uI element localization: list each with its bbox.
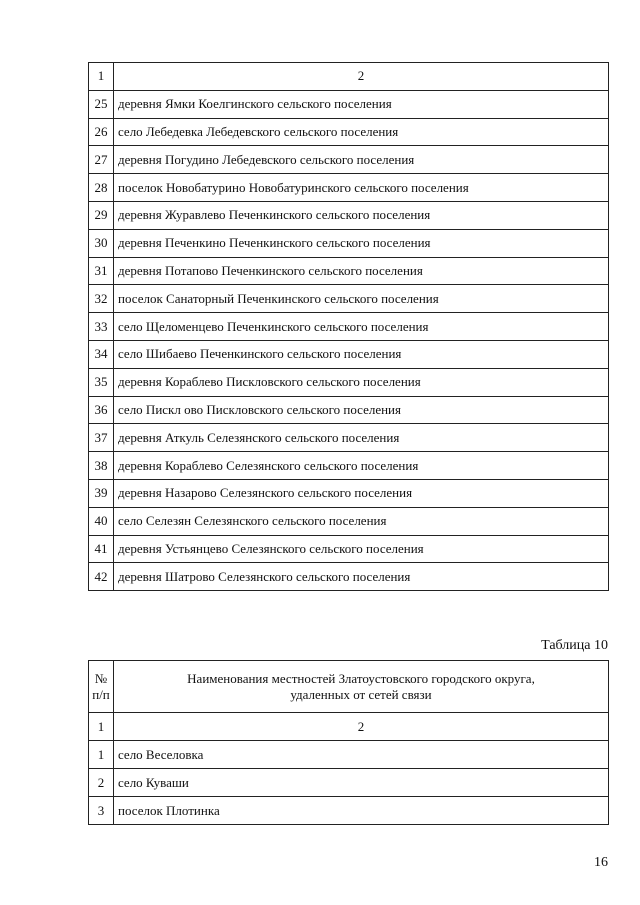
- row-number: 32: [89, 285, 114, 313]
- row-number: 29: [89, 201, 114, 229]
- locality-name: деревня Журавлево Печенкинского сельского поселения: [114, 201, 609, 229]
- locality-name: деревня Шатрово Селезянского сельского поселения: [114, 563, 609, 591]
- table-row: [89, 396, 609, 424]
- locality-name: село Шибаево Печенкинского сельского поселения: [114, 340, 609, 368]
- table-row: [89, 313, 609, 341]
- row-number: 38: [89, 452, 114, 480]
- row-number: 33: [89, 313, 114, 341]
- header-number-symbol: №: [94, 670, 108, 686]
- row-number: 42: [89, 563, 114, 591]
- locality-name: деревня Погудино Лебедевского сельского поселения: [114, 146, 609, 174]
- row-number: 2: [89, 769, 114, 797]
- locality-name: деревня Кораблево Селезянского сельского поселения: [114, 452, 609, 480]
- row-number: 30: [89, 229, 114, 257]
- table-caption: Таблица 10: [541, 638, 608, 653]
- row-number: 37: [89, 424, 114, 452]
- table-row: [89, 452, 609, 480]
- locality-name: поселок Санаторный Печенкинского сельского поселения: [114, 285, 609, 313]
- row-number: 28: [89, 174, 114, 202]
- locality-name: село Лебедевка Лебедевского сельского поселения: [114, 118, 609, 146]
- page-number: 16: [594, 855, 608, 870]
- locality-name: село Щеломенцево Печенкинского сельского поселения: [114, 313, 609, 341]
- locality-name: деревня Назарово Селезянского сельского поселения: [114, 479, 609, 507]
- row-number: 3: [89, 797, 114, 825]
- locality-name: село Веселовка: [114, 741, 609, 769]
- row-number: 31: [89, 257, 114, 285]
- row-number: 35: [89, 368, 114, 396]
- table-row: [89, 769, 609, 797]
- header-name-cell: [114, 661, 609, 713]
- localities-table-continued: [88, 62, 609, 591]
- locality-name: поселок Плотинка: [114, 797, 609, 825]
- row-number: 39: [89, 479, 114, 507]
- row-number: 34: [89, 340, 114, 368]
- column-index-1: 1: [89, 713, 114, 741]
- header-number-cell: [89, 661, 114, 713]
- table-row: [89, 257, 609, 285]
- row-number: 36: [89, 396, 114, 424]
- row-number: 41: [89, 535, 114, 563]
- row-number: 25: [89, 90, 114, 118]
- table-index-row: [89, 713, 609, 741]
- table-row: [89, 146, 609, 174]
- locality-name: село Селезян Селезянского сельского поселения: [114, 507, 609, 535]
- table-row: [89, 285, 609, 313]
- table-row: [89, 118, 609, 146]
- column-index-2: 2: [114, 63, 609, 91]
- header-number-abbrev: п/п: [92, 686, 110, 702]
- header-name-line-2: удаленных от сетей связи: [290, 686, 432, 702]
- column-index-2: 2: [114, 713, 609, 741]
- locality-name: деревня Ямки Коелгинского сельского поселения: [114, 90, 609, 118]
- table-index-row: [89, 63, 609, 91]
- row-number: 1: [89, 741, 114, 769]
- table-row: [89, 174, 609, 202]
- table-row: [89, 90, 609, 118]
- table-row: [89, 201, 609, 229]
- locality-name: деревня Печенкино Печенкинского сельского поселения: [114, 229, 609, 257]
- locality-name: деревня Аткуль Селезянского сельского поселения: [114, 424, 609, 452]
- table-row: [89, 507, 609, 535]
- row-number: 40: [89, 507, 114, 535]
- remote-localities-table: [88, 660, 609, 825]
- remote-localities-table-body: [89, 661, 609, 825]
- locality-name: деревня Устьянцево Селезянского сельского поселения: [114, 535, 609, 563]
- table-row: [89, 368, 609, 396]
- table-row: [89, 229, 609, 257]
- table-header-row: [89, 661, 609, 713]
- table-row: [89, 340, 609, 368]
- table-row: [89, 479, 609, 507]
- locality-name: деревня Потапово Печенкинского сельского поселения: [114, 257, 609, 285]
- column-index-1: 1: [89, 63, 114, 91]
- table-row: [89, 424, 609, 452]
- table-row: [89, 535, 609, 563]
- table-row: [89, 563, 609, 591]
- locality-name: село Пискл ово Пискловского сельского поселения: [114, 396, 609, 424]
- locality-name: поселок Новобатурино Новобатуринского сельского поселения: [114, 174, 609, 202]
- locality-name: село Куваши: [114, 769, 609, 797]
- header-name-line-1: Наименования местностей Златоустовского городского округа,: [187, 670, 535, 686]
- locality-name: деревня Кораблево Пискловского сельского поселения: [114, 368, 609, 396]
- localities-table-body: [89, 63, 609, 591]
- table-row: [89, 741, 609, 769]
- row-number: 26: [89, 118, 114, 146]
- row-number: 27: [89, 146, 114, 174]
- table-row: [89, 797, 609, 825]
